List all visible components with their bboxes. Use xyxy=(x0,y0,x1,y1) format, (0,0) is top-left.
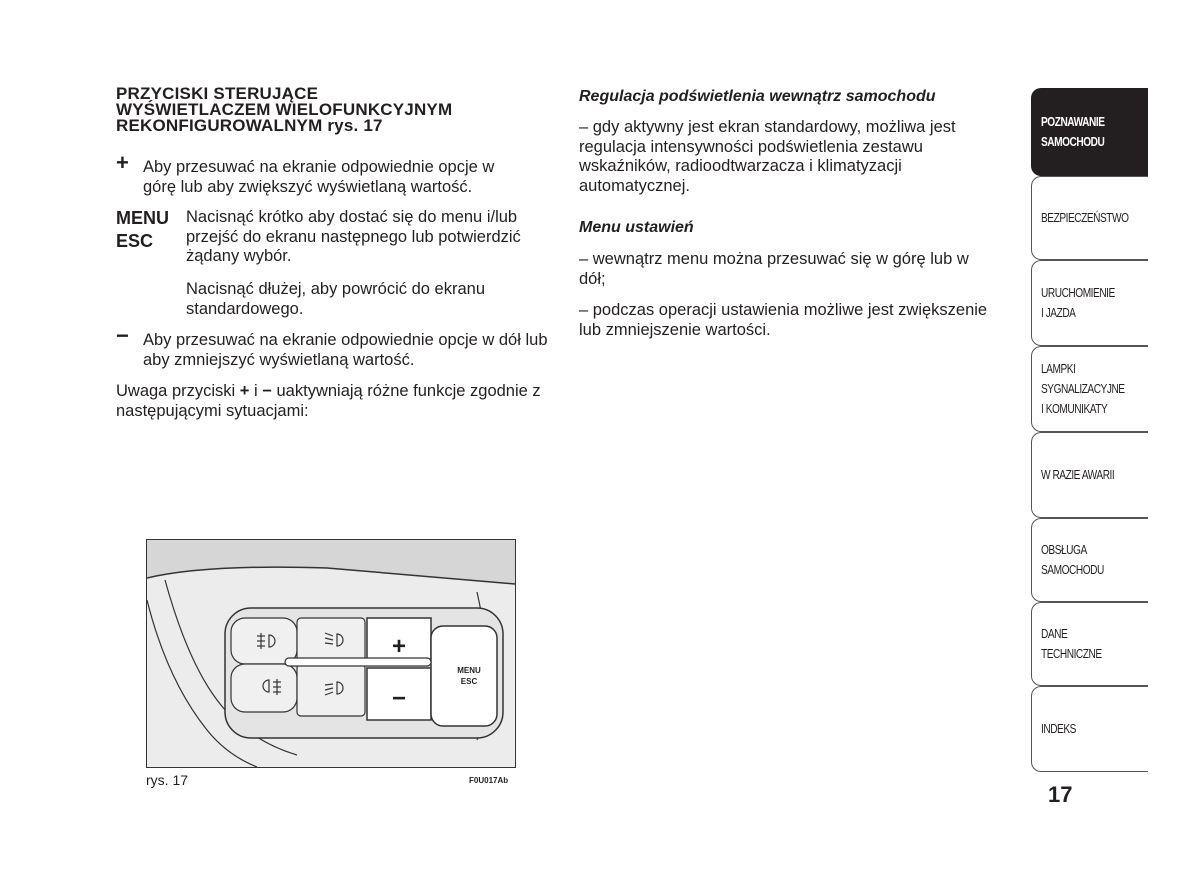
minus-description: Aby przesuwać na ekranie odpowiednie opcje w dół lub aby zmniejszyć wyświetlaną wartość. xyxy=(143,331,548,369)
tab-obsluga-samochodu[interactable] xyxy=(1031,518,1148,602)
settings-paragraph-1: – wewnątrz menu można przesuwać się w górę lub w dół; xyxy=(579,250,969,288)
plus-description: Aby przesuwać na ekranie odpowiednie opcje w górę lub aby zwiększyć wyświetlaną wartość. xyxy=(143,158,495,196)
note-paragraph xyxy=(116,382,556,421)
note-plus: + xyxy=(239,382,250,400)
tab-label: LAMPKI SYGNALIZACYJNE I KOMUNIKATY xyxy=(1041,361,1125,416)
tab-uruchomienie-i-jazda[interactable] xyxy=(1031,260,1148,346)
tab-label: BEZPIECZEŃSTWO xyxy=(1041,210,1129,225)
tab-label: POZNAWANIE SAMOCHODU xyxy=(1041,114,1105,149)
figure-minus-label: − xyxy=(391,685,407,712)
tab-dane-techniczne[interactable] xyxy=(1031,602,1148,686)
steering-controls-illustration xyxy=(147,540,515,767)
figure-menu-label: MENU xyxy=(457,666,481,675)
note-minus: − xyxy=(262,382,272,400)
note-part-3: uaktywniają różne funkcje zgodnie z następującymi sytuacjami: xyxy=(116,382,541,420)
tab-indeks[interactable] xyxy=(1031,686,1148,772)
heading-line-1: PRZYCISKI STERUJĄCE xyxy=(116,84,319,103)
tab-label: DANE TECHNICZNE xyxy=(1041,626,1102,661)
settings-menu-heading: Menu ustawień xyxy=(579,219,694,236)
note-part-1: Uwaga przyciski xyxy=(116,382,240,400)
note-part-2: i xyxy=(249,382,263,400)
plus-symbol: + xyxy=(116,150,129,175)
figure-caption: rys. 17 xyxy=(146,772,189,788)
figure-esc-label: ESC xyxy=(460,677,478,686)
tab-lampki-sygnalizacyjne[interactable] xyxy=(1031,346,1148,432)
minus-symbol: − xyxy=(116,323,129,348)
tab-label: INDEKS xyxy=(1041,721,1076,736)
section-heading xyxy=(116,86,556,134)
tab-label: OBSŁUGA SAMOCHODU xyxy=(1041,542,1104,577)
menu-long-press-description: Nacisnąć dłużej, aby powrócić do ekranu standardowego. xyxy=(186,280,485,318)
figure-17 xyxy=(146,539,516,768)
tab-label: W RAZIE AWARII xyxy=(1041,467,1115,482)
esc-label: ESC xyxy=(116,231,154,251)
page-number: 17 xyxy=(1048,782,1073,807)
tab-label: URUCHOMIENIE I JAZDA xyxy=(1041,285,1115,320)
figure-code: F0U017Ab xyxy=(469,776,509,785)
lighting-heading: Regulacja podświetlenia wewnątrz samochodu xyxy=(579,88,936,105)
menu-label: MENU xyxy=(116,208,169,228)
figure-plus-label: + xyxy=(391,633,407,660)
menu-description: Nacisnąć krótko aby dostać się do menu i/lub przejść do ekranu następnego lub potwierdzić żądany wybór. xyxy=(186,208,521,265)
heading-line-3: REKONFIGUROWALNYM rys. 17 xyxy=(116,116,383,135)
heading-line-2: WYŚWIETLACZEM WIELOFUNKCYJNYM xyxy=(116,100,453,119)
tab-poznawanie-samochodu[interactable] xyxy=(1031,88,1148,176)
tab-bezpieczenstwo[interactable] xyxy=(1031,176,1148,260)
lighting-paragraph: – gdy aktywny jest ekran standardowy, możliwa jest regulacja intensywności podświetlenia zestawu wskaźników, radioodtwarzacza i klimatyzacji automatycznej. xyxy=(579,118,956,195)
settings-paragraph-2: – podczas operacji ustawienia możliwe jest zwiększenie lub zmniejszenie wartości. xyxy=(579,301,988,339)
tab-w-razie-awarii[interactable] xyxy=(1031,432,1148,518)
